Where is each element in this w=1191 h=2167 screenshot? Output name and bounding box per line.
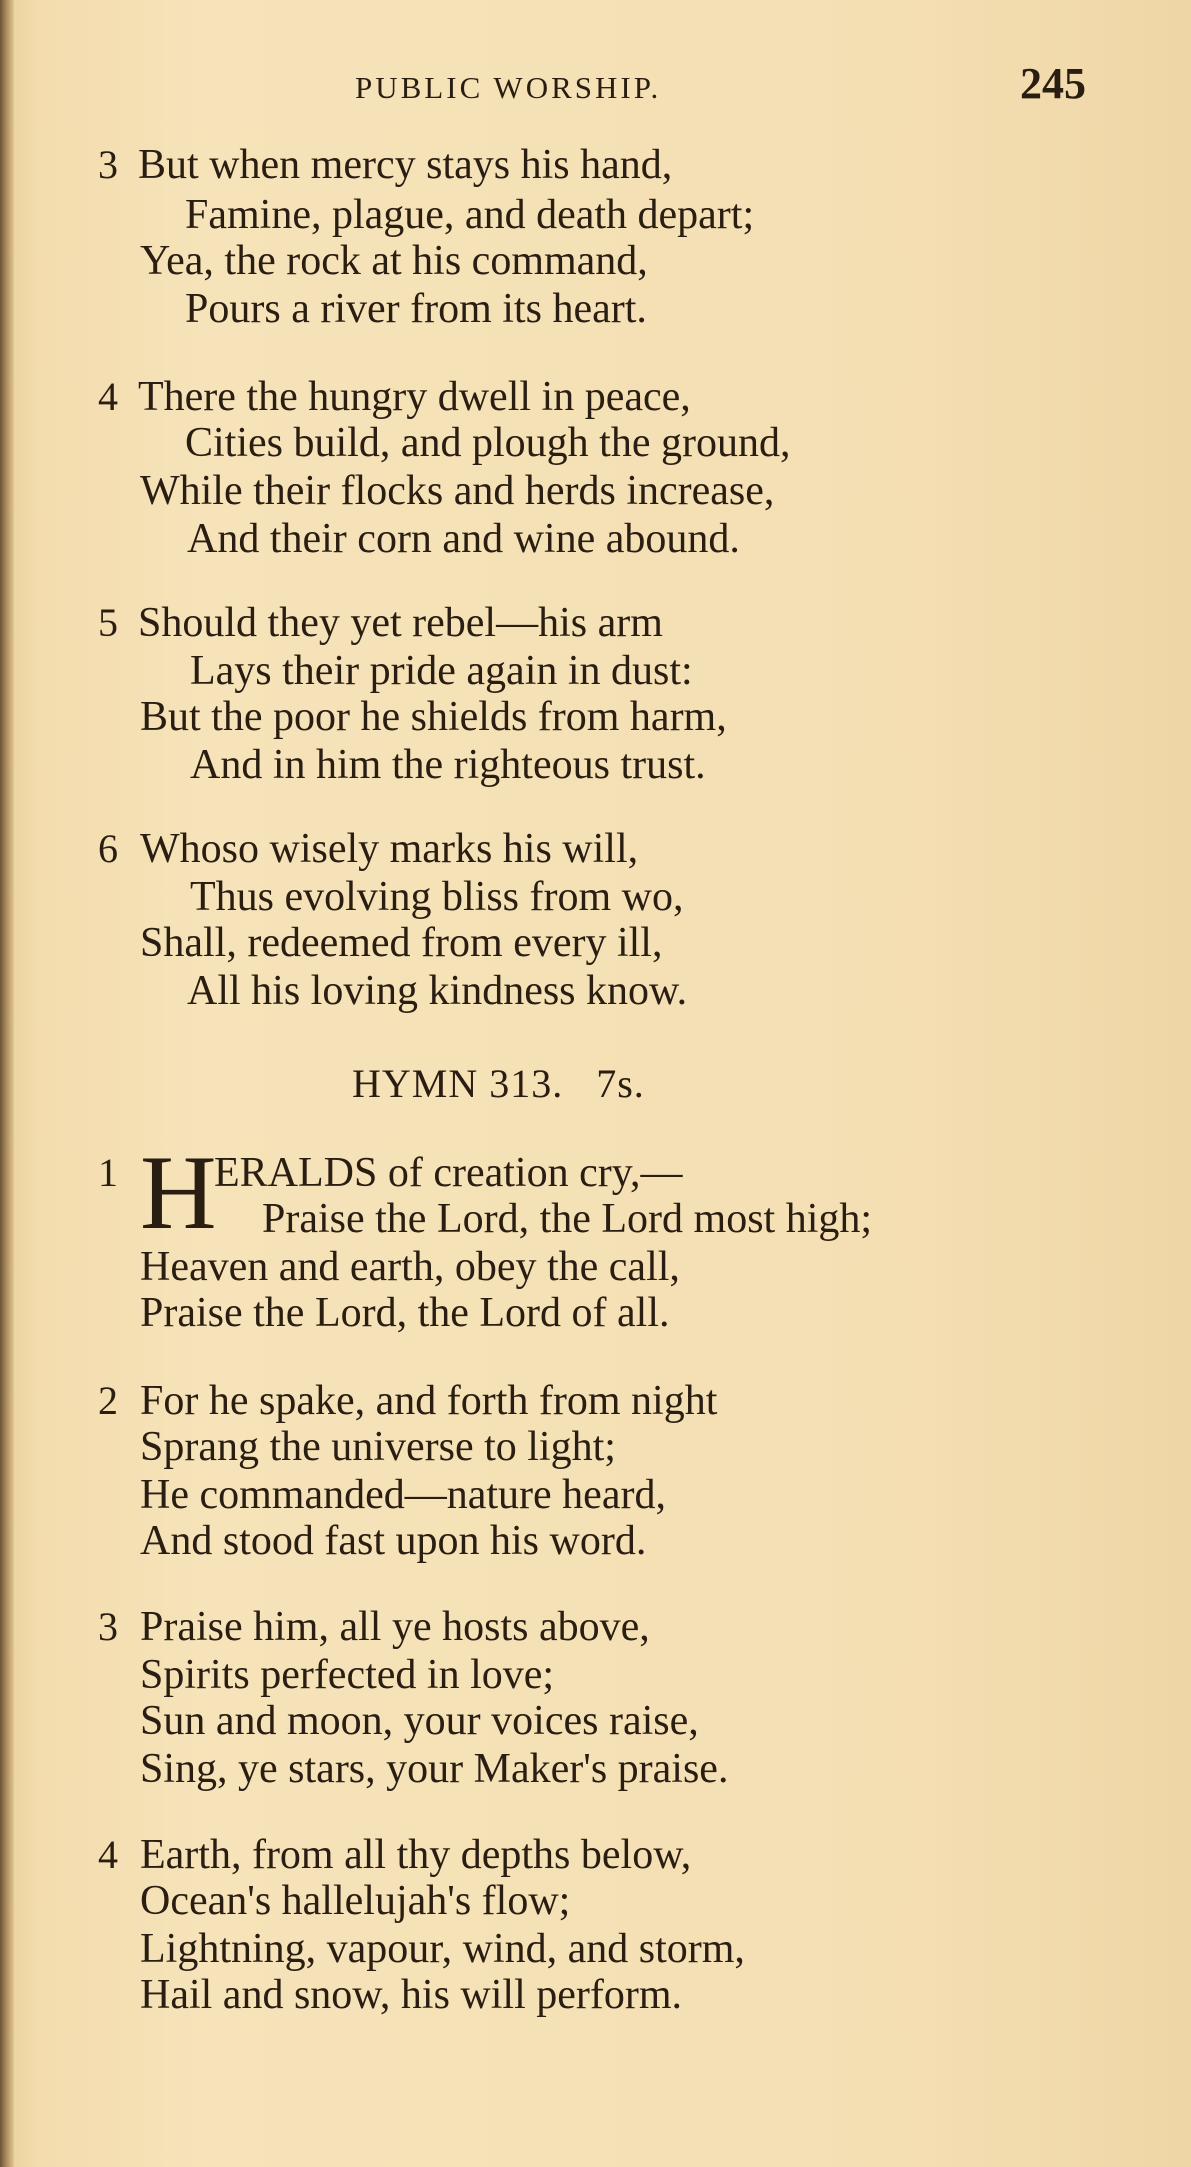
drop-cap: H xyxy=(140,1134,217,1251)
page-number: 245 xyxy=(1020,59,1086,108)
verse-line: Pours a river from its heart. xyxy=(185,286,647,332)
stanza-number: 2 xyxy=(98,1378,118,1423)
hymn-number: HYMN 313. xyxy=(352,1061,564,1106)
verse-line: But when mercy stays his hand, xyxy=(138,142,673,188)
running-head xyxy=(0,58,1191,108)
verse-line: Thus evolving bliss from wo, xyxy=(190,874,684,920)
stanza-number: 3 xyxy=(98,1604,118,1649)
verse-line: Sing, ye stars, your Maker's praise. xyxy=(140,1746,729,1792)
page-binding-edge xyxy=(0,0,14,2167)
stanza-number: 3 xyxy=(98,142,118,187)
running-head-title: PUBLIC WORSHIP. xyxy=(355,70,662,105)
stanza-number: 6 xyxy=(98,826,118,871)
verse-line: He commanded—nature heard, xyxy=(140,1472,666,1518)
verse-line: Should they yet rebel—his arm xyxy=(138,600,663,646)
hymn-meter: 7s. xyxy=(596,1061,645,1106)
verse-line: While their flocks and herds increase, xyxy=(140,468,775,514)
hymn-heading xyxy=(352,1060,645,1107)
verse-line: Praise him, all ye hosts above, xyxy=(140,1604,650,1650)
verse-line: Sun and moon, your voices raise, xyxy=(140,1698,699,1744)
verse-line: Cities build, and plough the ground, xyxy=(185,420,791,466)
verse-line: Spirits perfected in love; xyxy=(140,1652,555,1698)
stanza-number: 5 xyxy=(98,600,118,645)
verse-line: Lightning, vapour, wind, and storm, xyxy=(140,1926,745,1972)
verse-line: Yea, the rock at his command, xyxy=(140,238,648,284)
stanza-number: 4 xyxy=(98,374,118,419)
verse-line: Sprang the universe to light; xyxy=(140,1424,616,1470)
verse-line: But the poor he shields from harm, xyxy=(140,694,727,740)
verse-line: And in him the righteous trust. xyxy=(190,742,706,788)
verse-line: All his loving kindness know. xyxy=(187,968,688,1014)
verse-line: Earth, from all thy depths below, xyxy=(140,1832,692,1878)
verse-line: Praise the Lord, the Lord most high; xyxy=(262,1196,873,1242)
verse-line: Heaven and earth, obey the call, xyxy=(140,1244,680,1290)
verse-line: Praise the Lord, the Lord of all. xyxy=(140,1290,670,1336)
verse-line: Shall, redeemed from every ill, xyxy=(140,920,663,966)
verse-line: For he spake, and forth from night xyxy=(140,1378,718,1424)
stanza-number: 4 xyxy=(98,1832,118,1877)
stanza-number: 1 xyxy=(98,1150,118,1195)
verse-line: Hail and snow, his will perform. xyxy=(140,1972,683,2018)
verse-line: Whoso wisely marks his will, xyxy=(140,826,639,872)
verse-line: There the hungry dwell in peace, xyxy=(138,374,691,420)
verse-line: And their corn and wine abound. xyxy=(187,516,740,562)
verse-line: Ocean's hallelujah's flow; xyxy=(140,1878,571,1924)
verse-line: And stood fast upon his word. xyxy=(140,1518,647,1564)
verse-line: ERALDS of creation cry,— xyxy=(214,1150,683,1196)
verse-line: Lays their pride again in dust: xyxy=(190,648,693,694)
verse-line: Famine, plague, and death depart; xyxy=(185,192,755,238)
